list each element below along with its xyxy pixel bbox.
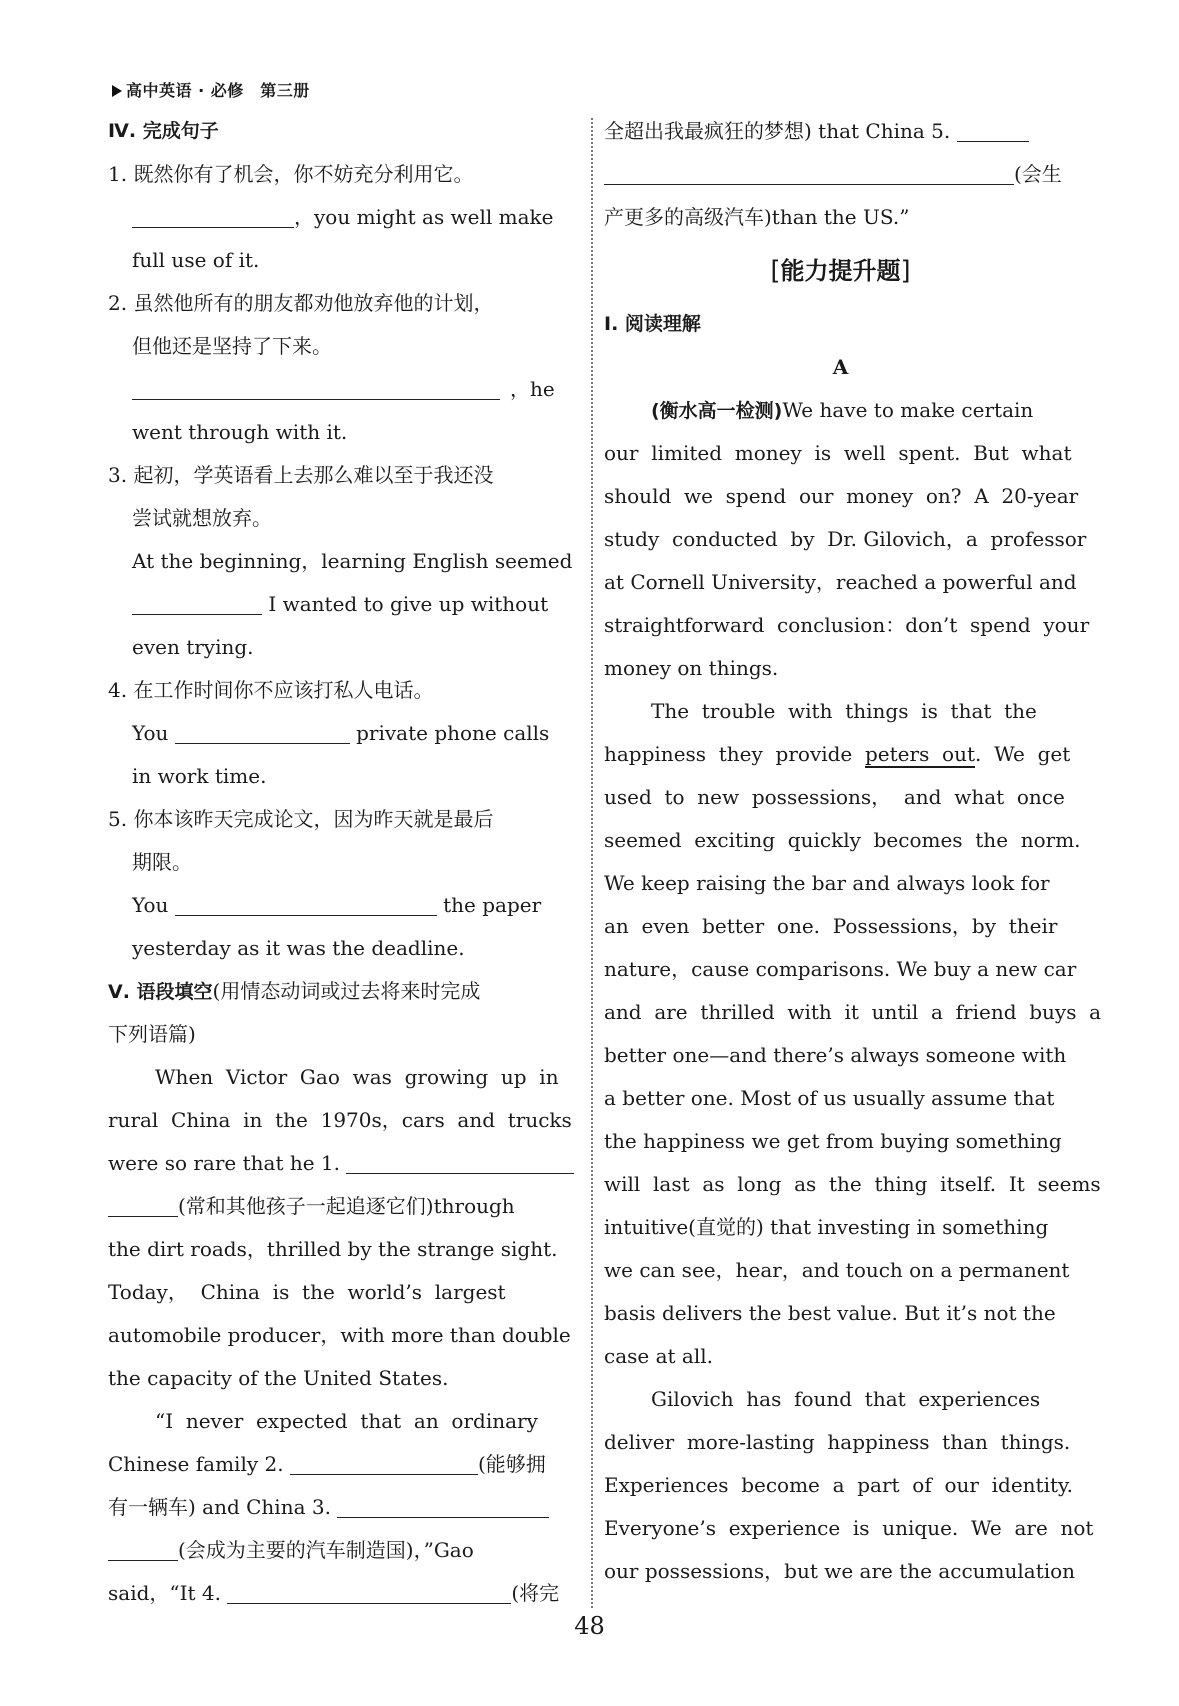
- passage-line: Chinese family 2. (能够拥: [108, 1452, 546, 1476]
- blank-p5[interactable]: [957, 119, 1029, 142]
- para2-line: intuitive(直觉的) that investing in something: [604, 1215, 1049, 1239]
- q3-cn2: 尝试就想放弃。: [132, 506, 272, 530]
- para2-line: nature，cause comparisons. We buy a new car: [604, 957, 1077, 981]
- section-5-title-cont: 下列语篇): [108, 1022, 196, 1046]
- blank-q1[interactable]: [132, 205, 294, 228]
- passage-line: “I never expected that an ordinary: [155, 1409, 538, 1433]
- q5-cn1: 5. 你本该昨天完成论文，因为昨天就是最后: [108, 807, 494, 831]
- passage-line: When Victor Gao was growing up in: [155, 1065, 559, 1089]
- passage-line: automobile producer，with more than double: [108, 1323, 571, 1347]
- q2-en-cont: went through with it.: [132, 420, 348, 444]
- page-number: 48: [574, 1612, 605, 1640]
- page-header: [112, 78, 310, 101]
- passage-line: (常和其他孩子一起追逐它们)through: [108, 1185, 580, 1228]
- q1-en-cont: full use of it.: [132, 248, 260, 272]
- para1-line: study conducted by Dr. Gilovich，a professor: [604, 527, 1087, 551]
- q4-en: You private phone calls: [132, 721, 550, 745]
- passage-line: were so rare that he 1.: [108, 1142, 580, 1185]
- bracket-right: ]: [900, 256, 911, 286]
- para2-line: an even better one. Possessions，by their: [604, 914, 1058, 938]
- q3-cn1: 3. 起初，学英语看上去那么难以至于我还没: [108, 463, 494, 487]
- para3-line: Gilovich has found that experiences: [651, 1387, 1041, 1411]
- q5-cn2: 期限。: [132, 850, 192, 874]
- passage-line: the capacity of the United States.: [108, 1366, 449, 1390]
- blank-p5-cont[interactable]: [604, 162, 1014, 185]
- passage-line: 有一辆车) and China 3.: [108, 1486, 580, 1529]
- q2-cn1: 2. 虽然他所有的朋友都劝他放弃他的计划，: [108, 291, 494, 315]
- passage-cont-line: 产更多的高级汽车)than the US.”: [604, 205, 910, 229]
- passage-line: rural China in the 1970s，cars and trucks: [108, 1108, 572, 1132]
- q1-cn: 1. 既然你有了机会，你不妨充分利用它。: [108, 162, 474, 186]
- passage-cont-line: 全超出我最疯狂的梦想) that China 5.: [604, 110, 1077, 153]
- passage-line: Today， China is the world’s largest: [108, 1280, 506, 1304]
- blank-p4[interactable]: [227, 1581, 511, 1604]
- blank-p3-cont[interactable]: [108, 1538, 178, 1561]
- blank-p1-cont[interactable]: [108, 1194, 178, 1217]
- para2-line: seemed exciting quickly becomes the norm.: [604, 828, 1081, 852]
- passage-line: said，“It 4. (将完: [108, 1581, 560, 1605]
- blank-q5[interactable]: [175, 893, 437, 916]
- blank-p3[interactable]: [337, 1495, 549, 1518]
- blank-q3[interactable]: [132, 592, 262, 615]
- blank-p1[interactable]: [346, 1151, 574, 1174]
- section-title: [能力提升题]: [770, 256, 911, 286]
- passage-cont-line: (会生: [604, 153, 1077, 196]
- q3-en1: At the beginning，learning English seemed: [132, 549, 573, 573]
- para3-line: Experiences become a part of our identity.: [604, 1473, 1074, 1497]
- para1-line: our limited money is well spent. But what: [604, 441, 1072, 465]
- q5-en-cont: yesterday as it was the deadline.: [132, 936, 465, 960]
- q4-en-cont: in work time.: [132, 764, 267, 788]
- passage-letter: A: [832, 355, 849, 379]
- para2-line: a better one. Most of us usually assume that: [604, 1086, 1055, 1110]
- para3-line: our possessions，but we are the accumulation: [604, 1559, 1076, 1583]
- blank-p2[interactable]: [290, 1452, 478, 1475]
- q5-en: You the paper: [132, 893, 542, 917]
- q4-cn: 4. 在工作时间你不应该打私人电话。: [108, 678, 434, 702]
- para1-line: straightforward conclusion：don’t spend your: [604, 613, 1090, 637]
- blank-q4[interactable]: [175, 721, 350, 744]
- column-divider: [591, 118, 593, 1608]
- para1-line: money on things.: [604, 656, 779, 680]
- bracket-left: [: [770, 256, 781, 286]
- para2-line: happiness they provide peters out. We get: [604, 742, 1071, 766]
- para2-line: will last as long as the thing itself. It seems: [604, 1172, 1101, 1196]
- q2-en: ，he: [108, 368, 580, 411]
- para3-line: Everyone’s experience is unique. We are not: [604, 1516, 1094, 1540]
- para2-line: and are thrilled with it until a friend buys a: [604, 1000, 1102, 1024]
- q3-en2: I wanted to give up without: [108, 583, 580, 626]
- triangle-icon: [112, 85, 122, 97]
- section-5-title: Ⅴ. 语段填空(用情态动词或过去将来时完成: [108, 979, 481, 1003]
- section-4-title: Ⅳ. 完成句子: [108, 120, 219, 142]
- para2-line: The trouble with things is that the: [651, 699, 1037, 723]
- passage-line: (会成为主要的汽车制造国)，”Gao: [108, 1529, 580, 1572]
- q1-en: ，you might as well make: [108, 196, 580, 239]
- para3-line: deliver more-lasting happiness than things.: [604, 1430, 1071, 1454]
- q2-cn2: 但他还是坚持了下来。: [132, 334, 332, 358]
- para2-line: better one—and there’s always someone with: [604, 1043, 1067, 1067]
- left-column: [108, 110, 580, 1615]
- para2-line: basis delivers the best value. But it’s not the: [604, 1301, 1056, 1325]
- para2-line: the happiness we get from buying something: [604, 1129, 1062, 1153]
- passage-line: the dirt roads，thrilled by the strange sight.: [108, 1237, 558, 1261]
- para2-line: case at all.: [604, 1344, 713, 1368]
- para2-line: we can see，hear，and touch on a permanent: [604, 1258, 1070, 1282]
- right-column: [604, 110, 1102, 1593]
- q3-en-cont: even trying.: [132, 635, 254, 659]
- underlined-phrase: peters out: [865, 742, 976, 766]
- reading-title: Ⅰ. 阅读理解: [604, 313, 701, 335]
- para2-line: We keep raising the bar and always look for: [604, 871, 1050, 895]
- blank-q2[interactable]: [132, 377, 500, 400]
- header-text: 高中英语 · 必修 第三册: [126, 81, 310, 100]
- para1-line: should we spend our money on? A 20-year: [604, 484, 1079, 508]
- para2-line: used to new possessions， and what once: [604, 785, 1065, 809]
- para1-line: (衡水高一检测)We have to make certain: [651, 398, 1034, 422]
- para1-line: at Cornell University，reached a powerful and: [604, 570, 1077, 594]
